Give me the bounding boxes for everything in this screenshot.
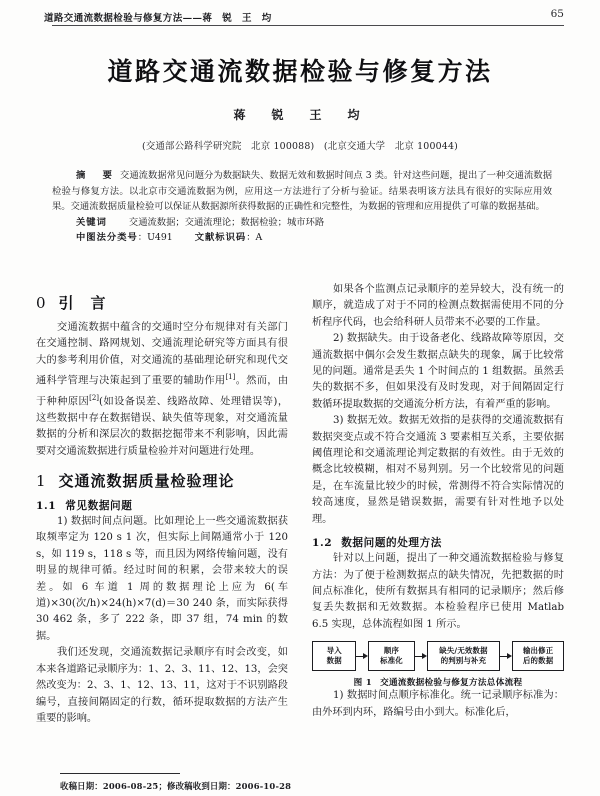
intro-text-b: 。然而，由于种种原因 bbox=[36, 375, 289, 408]
section-heading-1-1 bbox=[36, 498, 288, 513]
paragraph-1-2-1: 针对以上问题，提出了一种交通流数据检验与修复方法：为了便于检测数据点的缺失情况，先把数据的时间点标准化，使所有数据具有相同的记录顺序；然后修复丢失数据和无效数据。本检验程序已使用 Matlab 6.5 实现，总体流程如图 1 所示。 bbox=[312, 553, 564, 630]
footnote-dates: 收稿日期：2006-08-25；修改稿收到日期：2006-10-28 bbox=[60, 781, 292, 791]
section-heading-1 bbox=[36, 470, 288, 491]
clc-label: 中图法分类号 bbox=[76, 232, 138, 244]
flow-node-line-1: 导入 bbox=[326, 646, 342, 656]
keywords-label: 关键词 bbox=[76, 216, 107, 228]
flow-node-missing-invalid-detection bbox=[427, 641, 501, 671]
section-heading-1-2 bbox=[312, 535, 564, 550]
paragraph-intro bbox=[36, 320, 288, 460]
section-number: 0 bbox=[36, 294, 47, 312]
flow-node-line-2: 后的数据 bbox=[522, 656, 554, 666]
figure-caption-text: 交通流数据检验与修复方法总体流程 bbox=[380, 678, 523, 689]
paragraph-1-1-2: 我们还发现，交通流数据记录顺序有时会改变，如本来各道路记录顺序为：1、2、3、11、12、13，会突然改变为：2、3、1、12、13、11，这对于不识别路段编号，直接间隔固定的行数，循环提取数据的方法产生重要的影响。 bbox=[36, 647, 288, 724]
column-right bbox=[312, 282, 564, 721]
flow-node-import-data bbox=[312, 641, 356, 671]
subsection-title: 常见数据问题 bbox=[65, 500, 133, 513]
arrow-right-icon bbox=[415, 652, 427, 661]
citation-ref-2: [2] bbox=[89, 394, 100, 403]
affiliation-line: (交通部公路科学研究院 北京 100088) (北京交通大学 北京 100044) bbox=[142, 141, 458, 152]
doc-code-label: 文献标识码 bbox=[194, 232, 247, 244]
page-number: 65 bbox=[550, 8, 564, 20]
section-title: 引 言 bbox=[58, 294, 107, 312]
keywords-line bbox=[52, 215, 552, 231]
flow-node-output-corrected-data bbox=[512, 641, 564, 671]
paragraph-1-1-5: 3) 数据无效。数据无效指的是获得的交通流数据有数据突变点或不符合交通流 3 要素相互关系，主要依据阈值理论和交通流理论判定数据的有效性。由于无效的概念比较模糊，相对不易判别。另一个比较常见的问题是，在车流量比较少的时候，常测得不符合实际情况的较高速度，显然是错误数据，需要有针对性地予以处理。 bbox=[312, 415, 564, 525]
flow-node-line-1: 缺失/无效数据 bbox=[439, 646, 488, 656]
flow-node-order-standardization bbox=[368, 641, 414, 671]
subsection-title: 数据问题的处理方法 bbox=[341, 537, 442, 550]
paragraph-1-1-4: 2) 数据缺失。由于设备老化、线路故障等原因，交通流数据中偶尔会发生数据点缺失的现象，属于比较常见的问题。通常是丢失 1 个时间点的 1 组数据。虽然丢失的数据不多，但如果没有及时发现，对于间隔固定行数循环提取数据的交通流分析方法，有着严重的影响。 bbox=[312, 333, 564, 410]
arrow-right-icon bbox=[356, 652, 368, 661]
section-title: 交通流数据质量检验理论 bbox=[58, 472, 235, 491]
column-left bbox=[36, 282, 288, 727]
page-title: 道路交通流数据检验与修复方法 bbox=[107, 57, 493, 86]
figure-label: 图 1 bbox=[353, 678, 373, 689]
clc-value: ：U491 bbox=[137, 232, 173, 244]
classification-line bbox=[52, 230, 552, 246]
section-heading-0 bbox=[36, 292, 288, 313]
section-number: 1 bbox=[36, 472, 47, 491]
author-list: 蒋 锐 王 均 bbox=[233, 108, 367, 122]
citation-ref-1: [1] bbox=[225, 373, 236, 382]
intro-text-c: (如设备误差、线路故障、处理错误等)，这些数据中存在数据错误、缺失值等现象，对交通流量数据的分析和深层次的数据挖掘带来不利影响，因此需要对交通流数据进行质量检验并对问题进行处理。 bbox=[36, 396, 289, 457]
flow-node-line-1: 输出修正 bbox=[522, 646, 554, 656]
doc-code-value: ：A bbox=[246, 232, 263, 244]
flow-node-line-2: 的判别与补充 bbox=[440, 656, 487, 666]
flow-node-line-1: 顺序 bbox=[383, 646, 400, 656]
subsection-number: 1.1 bbox=[36, 500, 57, 513]
running-header bbox=[44, 6, 564, 24]
paragraph-1-1-1: 1) 数据时间点问题。比如理论上一些交通流数据获取频率定为 120 s 1 次，但实际上间隔通常小于 120 s，如 119 s，118 s 等，而且因为网络传输问题，没有明显的规律可循。经过时间的积累，会带来较大的误差。如 6 车道 1 周的数据理论上应为 6(车道)×30(次/h)×24(h)×7(d)＝30 240 条，而实际获得 30 462 条，多了 222 条，即 37 组，74 min 的数据。 bbox=[36, 516, 288, 642]
figure-1 bbox=[312, 641, 564, 688]
abstract-paragraph bbox=[52, 168, 552, 215]
footnote-rule bbox=[60, 773, 180, 774]
abstract-block bbox=[52, 168, 552, 246]
flow-node-line-2: 标准化 bbox=[380, 656, 403, 666]
abstract-label: 摘 要 bbox=[76, 170, 117, 181]
arrow-right-icon bbox=[500, 652, 512, 661]
flowchart bbox=[312, 641, 564, 671]
subsection-number: 1.2 bbox=[312, 537, 333, 550]
flow-node-line-2: 数据 bbox=[326, 656, 342, 666]
paragraph-1-1-3: 如果各个监测点记录顺序的差异较大，没有统一的顺序，就造成了对于不同的检测点数据需使用不同的分析程序代码，也会给科研人员带来不必要的工作量。 bbox=[312, 284, 564, 328]
keywords-value: 交通流数据；交通流理论；数据检验；城市环路 bbox=[128, 216, 325, 228]
figure-caption bbox=[312, 676, 564, 688]
running-title: 道路交通流数据检验与修复方法——蒋 锐 王 均 bbox=[44, 13, 272, 24]
intro-text-a: 交通流数据中蕴含的交通时空分布规律对有关部门在交通控制、路网规划、交通流理论研究等方面具有很大的参考利用价值，对交通流的基础理论研究和现代交通科学管理与决策起到了重要的辅助作用 bbox=[36, 322, 288, 387]
paragraph-1-2-2: 1) 数据时间点顺序标准化。统一记录顺序标准为：由外环到内环，路编号由小到大。标准化后， bbox=[312, 690, 564, 718]
abstract-text: 交通流数据常见问题分为数据缺失、数据无效和数据时间点 3 类。针对这些问题，提出了一种交通流数据检验与修复方法。以北京市交通流数据为例，应用这一方法进行了分析与验证。结果表明该方法具有很好的实际应用效果。交通流数据质量检验可以保证从数据源所获得数据的正确性和完整性，为数据的管理和应用提供了可靠的数据基础。 bbox=[52, 170, 552, 213]
header-rule bbox=[52, 25, 564, 26]
